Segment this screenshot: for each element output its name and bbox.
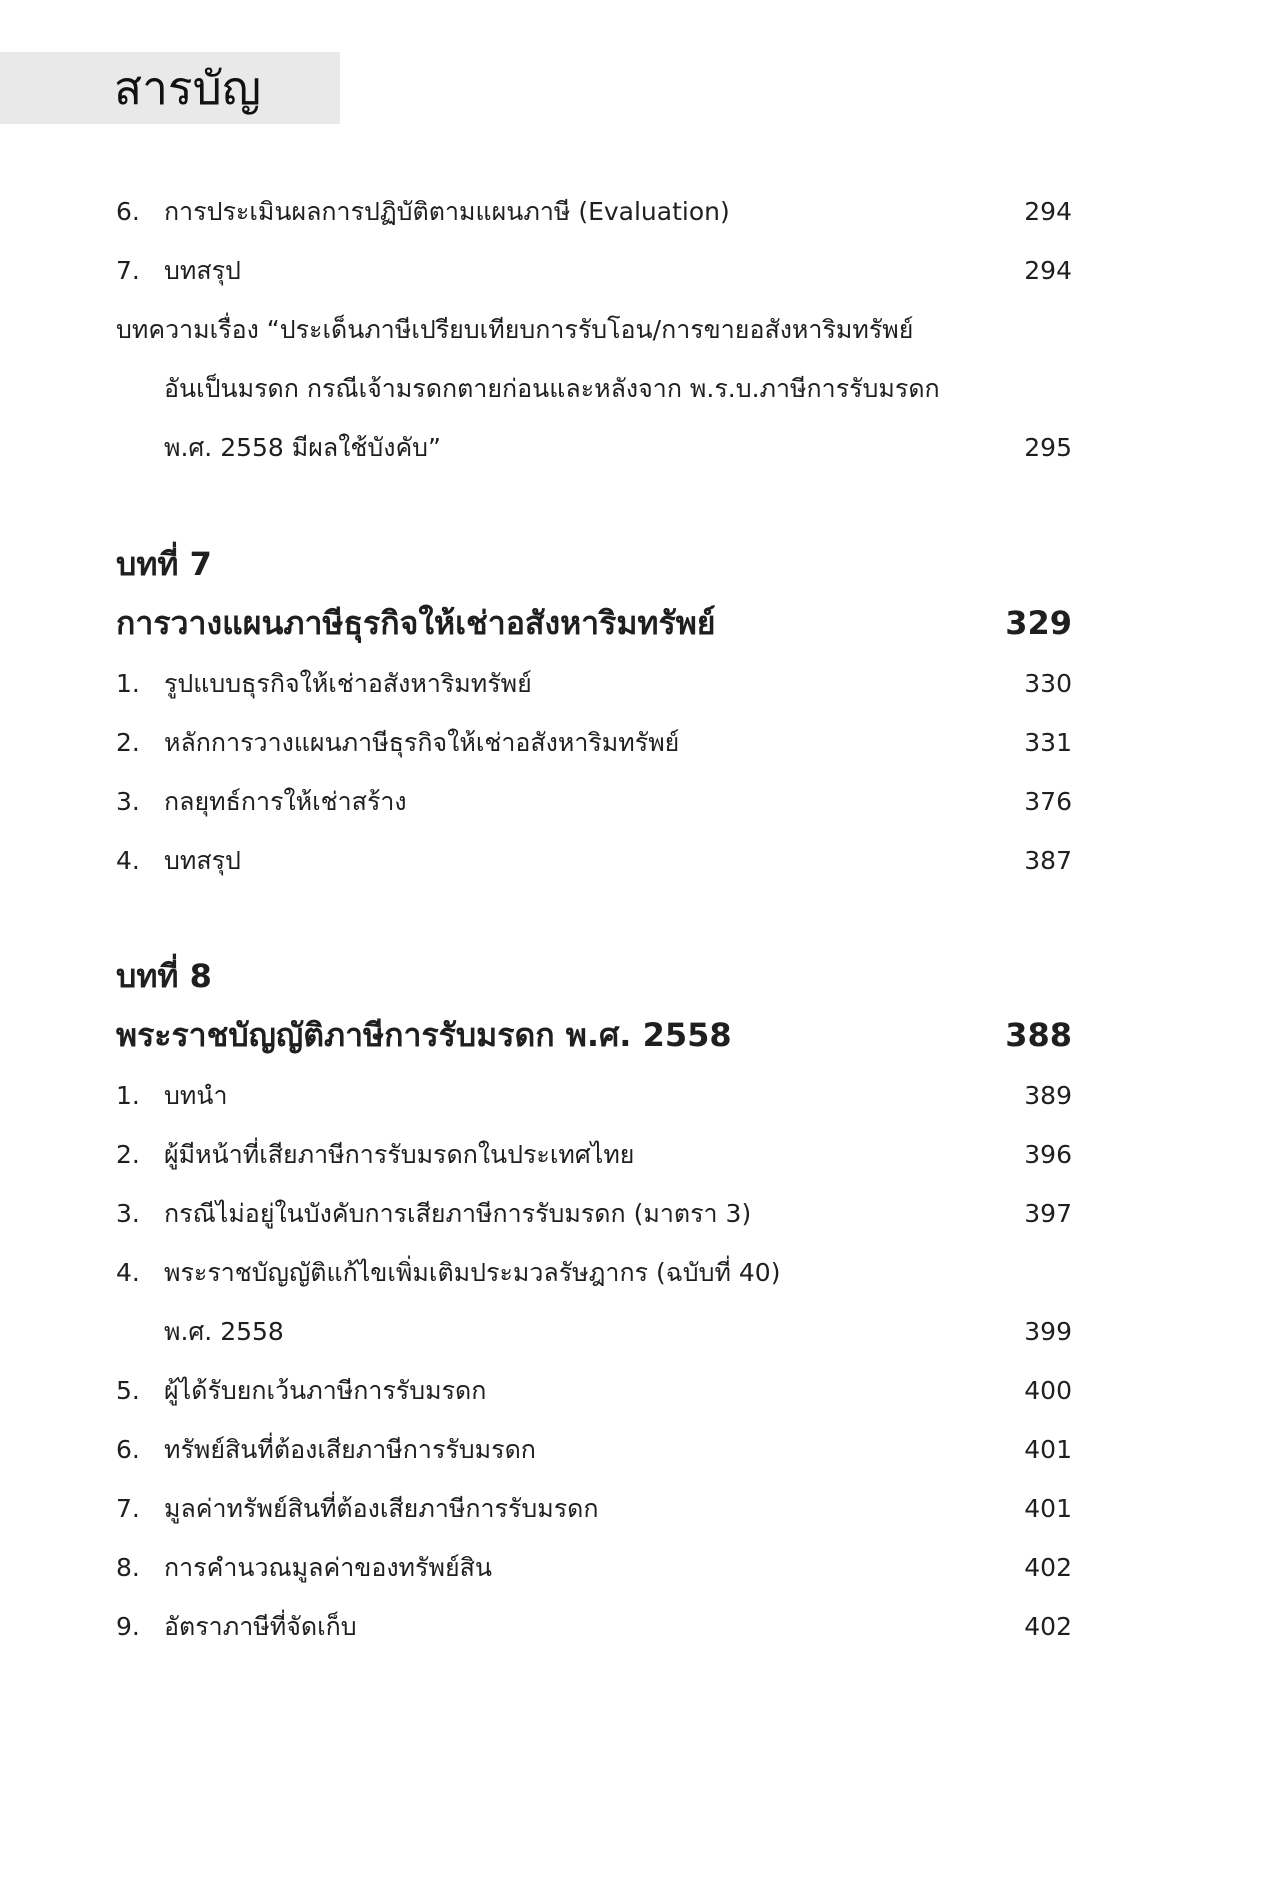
entry-number: 3.: [116, 1199, 140, 1228]
entry-number: 3.: [116, 787, 140, 816]
entry-page: 400: [1024, 1376, 1072, 1405]
entry-number: 4.: [116, 1258, 140, 1287]
chapter-page: 329: [1005, 604, 1072, 642]
entry-page: 330: [1024, 669, 1072, 698]
toc-entry[interactable]: [116, 1430, 1072, 1470]
chapter-title: พระราชบัญญัติภาษีการรับมรดก พ.ศ. 2558: [116, 1016, 732, 1054]
entry-title: การคำนวณมูลค่าของทรัพย์สิน: [164, 1553, 492, 1582]
entry-title: อัตราภาษีที่จัดเก็บ: [164, 1612, 357, 1641]
entry-page: 401: [1024, 1494, 1072, 1523]
chapter-heading[interactable]: [116, 1012, 1072, 1058]
entry-page: 397: [1024, 1199, 1072, 1228]
article-entry-line[interactable]: [116, 369, 1072, 409]
entry-page: 295: [1024, 433, 1072, 462]
entry-number: 7.: [116, 1494, 140, 1523]
entry-number: 2.: [116, 1140, 140, 1169]
entry-title: กรณีไม่อยู่ในบังคับการเสียภาษีการรับมรดก (มาตรา 3): [164, 1199, 752, 1228]
toc-entry[interactable]: [116, 1548, 1072, 1588]
page-title: สารบัญ: [114, 61, 262, 115]
entry-number: 6.: [116, 1435, 140, 1464]
entry-page: 387: [1024, 846, 1072, 875]
chapter-label: บทที่ 8: [116, 957, 212, 995]
toc-entry[interactable]: [116, 1253, 1072, 1293]
entry-title: มูลค่าทรัพย์สินที่ต้องเสียภาษีการรับมรดก: [164, 1494, 599, 1523]
toc-entry[interactable]: [116, 841, 1072, 881]
entry-number: 1.: [116, 1081, 140, 1110]
chapter-label: บทที่ 7: [116, 545, 212, 583]
chapter-page: 388: [1005, 1016, 1072, 1054]
toc-entry[interactable]: [116, 664, 1072, 704]
entry-page: 376: [1024, 787, 1072, 816]
entry-page: 331: [1024, 728, 1072, 757]
entry-number: 5.: [116, 1376, 140, 1405]
entry-page: 396: [1024, 1140, 1072, 1169]
entry-number: 4.: [116, 846, 140, 875]
entry-title: บทนำ: [164, 1081, 228, 1110]
entry-number: 6.: [116, 197, 140, 226]
entry-title: ผู้ได้รับยกเว้นภาษีการรับมรดก: [164, 1376, 487, 1405]
entry-title-continued: พ.ศ. 2558: [164, 1317, 284, 1346]
entry-title: รูปแบบธุรกิจให้เช่าอสังหาริมทรัพย์: [164, 669, 532, 698]
toc-entry[interactable]: [116, 782, 1072, 822]
toc-entry[interactable]: [116, 1135, 1072, 1175]
entry-title: พระราชบัญญัติแก้ไขเพิ่มเติมประมวลรัษฎากร (ฉบับที่ 40): [164, 1258, 781, 1287]
entry-page: 402: [1024, 1612, 1072, 1641]
entry-title: ทรัพย์สินที่ต้องเสียภาษีการรับมรดก: [164, 1435, 536, 1464]
chapter-heading[interactable]: [116, 600, 1072, 646]
entry-number: 2.: [116, 728, 140, 757]
article-title-line3: พ.ศ. 2558 มีผลใช้บังคับ”: [164, 433, 442, 462]
entry-title: บทสรุป: [164, 846, 241, 875]
entry-number: 8.: [116, 1553, 140, 1582]
entry-title: การประเมินผลการปฏิบัติตามแผนภาษี (Evaluation): [164, 197, 730, 226]
entry-number: 9.: [116, 1612, 140, 1641]
entry-page: 389: [1024, 1081, 1072, 1110]
toc-entry[interactable]: [116, 192, 1072, 232]
entry-page: 294: [1024, 197, 1072, 226]
entry-page: 294: [1024, 256, 1072, 285]
toc-entry[interactable]: [116, 1194, 1072, 1234]
toc-entry[interactable]: [116, 1076, 1072, 1116]
toc-entry[interactable]: [116, 1489, 1072, 1529]
article-title-line2: อันเป็นมรดก กรณีเจ้ามรดกตายก่อนและหลังจาก พ.ร.บ.ภาษีการรับมรดก: [164, 374, 940, 403]
toc-entry[interactable]: [116, 251, 1072, 291]
toc-entry-continuation[interactable]: [116, 1312, 1072, 1352]
entry-title: ผู้มีหน้าที่เสียภาษีการรับมรดกในประเทศไทย: [164, 1140, 635, 1169]
article-entry-line[interactable]: [116, 428, 1072, 468]
entry-title: หลักการวางแผนภาษีธุรกิจให้เช่าอสังหาริมทรัพย์: [164, 728, 680, 757]
entry-page: 402: [1024, 1553, 1072, 1582]
entry-number: 1.: [116, 669, 140, 698]
toc-entry[interactable]: [116, 1607, 1072, 1647]
entry-title: บทสรุป: [164, 256, 241, 285]
article-title-line1: บทความเรื่อง “ประเด็นภาษีเปรียบเทียบการรับโอน/การขายอสังหาริมทรัพย์: [116, 315, 914, 344]
entry-title: กลยุทธ์การให้เช่าสร้าง: [164, 787, 407, 816]
entry-number: 7.: [116, 256, 140, 285]
entry-page: 399: [1024, 1317, 1072, 1346]
toc-entry[interactable]: [116, 723, 1072, 763]
entry-page: 401: [1024, 1435, 1072, 1464]
article-entry-line[interactable]: [116, 310, 1072, 350]
toc-entry[interactable]: [116, 1371, 1072, 1411]
chapter-title: การวางแผนภาษีธุรกิจให้เช่าอสังหาริมทรัพย์: [116, 604, 716, 642]
